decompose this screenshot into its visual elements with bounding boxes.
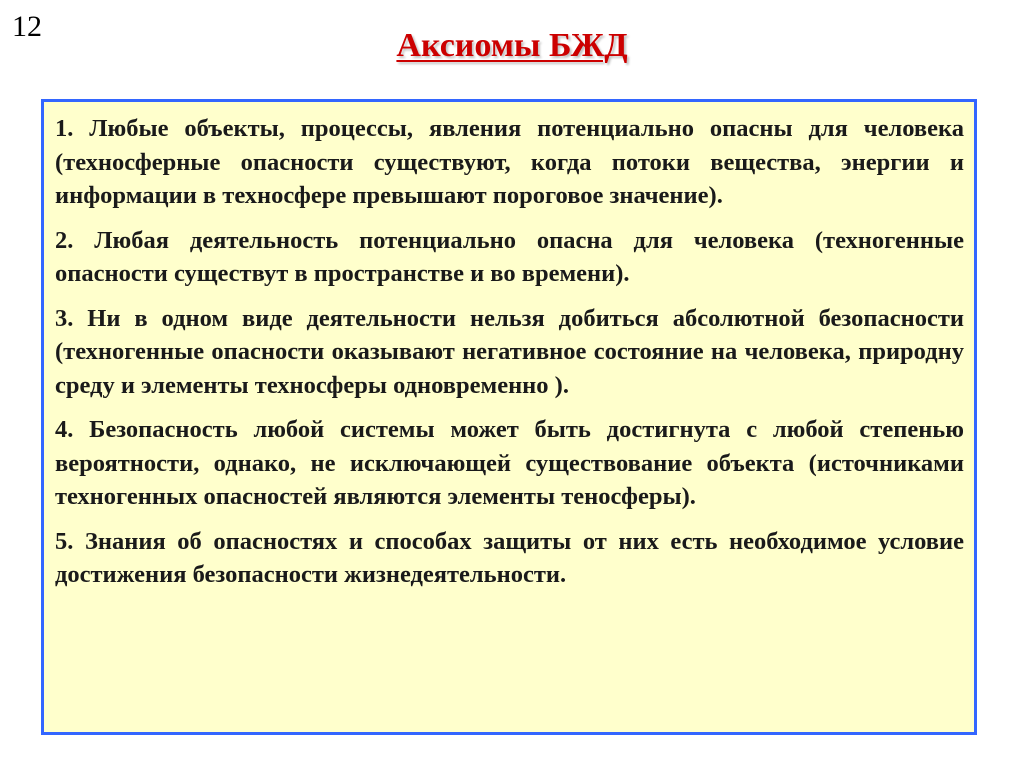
axiom-2: 2. Любая деятельность потенциально опасна для человека (техногенные опасности существут в пространстве и во времени). [55, 226, 964, 287]
axiom-3: 3. Ни в одном виде деятельности нельзя добиться абсолютной безопасности (техногенные опасности оказывают негативное состояние на человека, природну среду и элементы техносферы одновременно ). [55, 304, 964, 399]
axioms-box [41, 99, 977, 735]
axiom-4: 4. Безопасность любой системы может быть достигнута с любой степенью вероятности, однако, не исключающей существование объекта (источниками техногенных опасностей являются элементы теносферы). [55, 416, 964, 510]
slide-title: Аксиомы БЖД [396, 27, 628, 64]
axiom-1: 1. Любые объекты, процессы, явления потенциально опасны для человека (техносферные опасности существуют, когда потоки вещества, энергии и информации в техносфере превышают пороговое значение). [55, 115, 964, 209]
slide-number: 12 [12, 10, 42, 43]
axiom-5: 5. Знания об опасностях и способах защиты от них есть необходимое условие достижения безопасности жизнедеятельности. [55, 527, 964, 588]
